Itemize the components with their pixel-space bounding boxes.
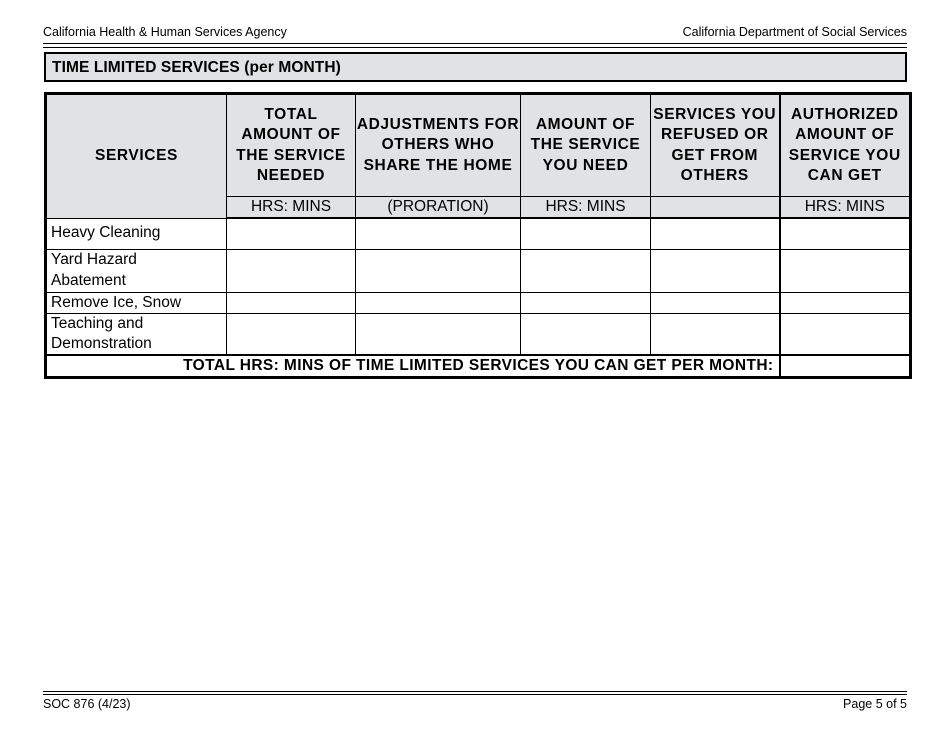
service-name: Yard Hazard Abatement — [46, 249, 227, 292]
service-name: Heavy Cleaning — [46, 218, 227, 249]
amount-needed-field[interactable] — [521, 249, 651, 292]
col-header-adjustments: ADJUSTMENTS FOR OTHERS WHO SHARE THE HOME — [356, 94, 521, 197]
page-header — [43, 25, 907, 41]
service-name: Teaching and Demonstration — [46, 313, 227, 355]
unit-refused — [651, 197, 780, 219]
form-id: SOC 876 (4/23) — [43, 697, 131, 711]
total-amount-field[interactable] — [227, 249, 356, 292]
col-header-refused: SERVICES YOU REFUSED OR GET FROM OTHERS — [651, 94, 780, 197]
department-name: California Department of Social Services — [682, 25, 907, 39]
unit-authorized: HRS: MINS — [780, 197, 911, 219]
page-number: Page 5 of 5 — [843, 697, 907, 711]
adjustments-field[interactable] — [356, 218, 521, 249]
adjustments-field[interactable] — [356, 313, 521, 355]
header-rule-thick — [43, 43, 907, 44]
refused-field[interactable] — [651, 218, 780, 249]
time-limited-services-table — [44, 92, 912, 379]
amount-needed-field[interactable] — [521, 218, 651, 249]
section-title: TIME LIMITED SERVICES (per MONTH) — [52, 59, 341, 76]
authorized-field[interactable] — [780, 292, 911, 313]
amount-needed-field[interactable] — [521, 313, 651, 355]
table-header-row — [46, 94, 911, 197]
unit-total-amount: HRS: MINS — [227, 197, 356, 219]
section-title-box — [44, 52, 907, 82]
authorized-field[interactable] — [780, 218, 911, 249]
footer-rule-thick — [43, 694, 907, 695]
total-amount-field[interactable] — [227, 218, 356, 249]
page-footer — [43, 697, 907, 713]
table-row — [46, 218, 911, 249]
col-header-services: SERVICES — [46, 94, 227, 219]
total-amount-field[interactable] — [227, 292, 356, 313]
table-row — [46, 313, 911, 355]
unit-adjustments: (PRORATION) — [356, 197, 521, 219]
footer-rule-thin — [43, 691, 907, 692]
authorized-field[interactable] — [780, 249, 911, 292]
refused-field[interactable] — [651, 292, 780, 313]
agency-name: California Health & Human Services Agency — [43, 25, 287, 39]
table-row — [46, 249, 911, 292]
authorized-field[interactable] — [780, 313, 911, 355]
total-authorized-field[interactable] — [780, 355, 911, 378]
header-rule-thin — [43, 47, 907, 48]
col-header-amount-needed: AMOUNT OF THE SERVICE YOU NEED — [521, 94, 651, 197]
refused-field[interactable] — [651, 249, 780, 292]
col-header-authorized: AUTHORIZED AMOUNT OF SERVICE YOU CAN GET — [780, 94, 911, 197]
service-name: Remove Ice, Snow — [46, 292, 227, 313]
adjustments-field[interactable] — [356, 292, 521, 313]
refused-field[interactable] — [651, 313, 780, 355]
unit-amount-needed: HRS: MINS — [521, 197, 651, 219]
table-row — [46, 292, 911, 313]
amount-needed-field[interactable] — [521, 292, 651, 313]
total-row — [46, 355, 911, 378]
total-label: TOTAL HRS: MINS OF TIME LIMITED SERVICES YOU CAN GET PER MONTH: — [46, 355, 780, 378]
total-amount-field[interactable] — [227, 313, 356, 355]
adjustments-field[interactable] — [356, 249, 521, 292]
col-header-total-amount: TOTAL AMOUNT OF THE SERVICE NEEDED — [227, 94, 356, 197]
